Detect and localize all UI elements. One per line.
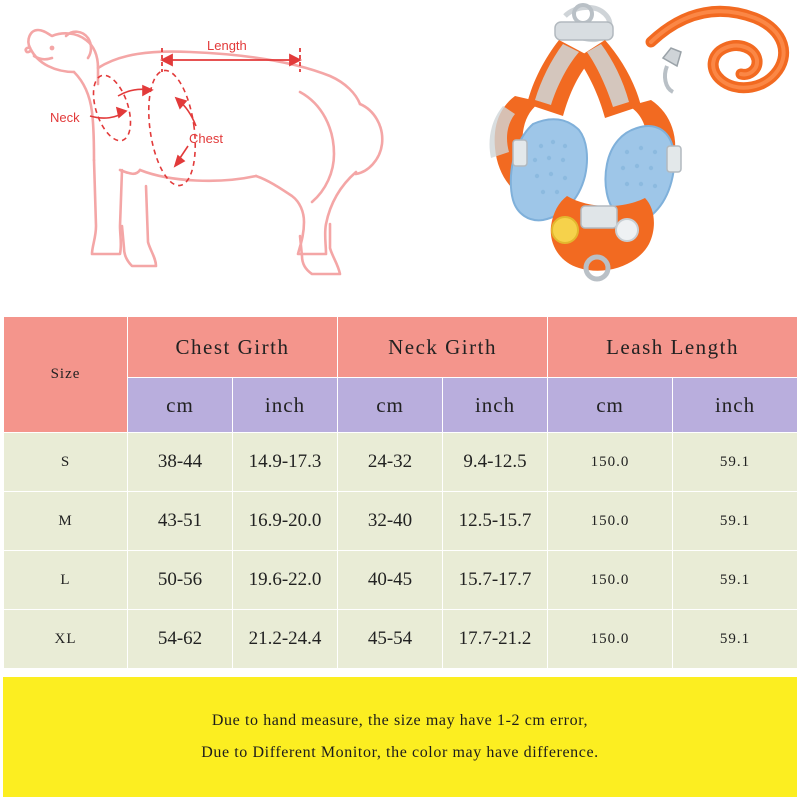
table-header-row [4, 317, 798, 378]
row-chest-cm: 38-44 [128, 433, 233, 492]
row-chest-inch: 19.6-22.0 [233, 551, 338, 610]
row-neck-cm: 24-32 [338, 433, 443, 492]
row-leash-inch: 59.1 [673, 492, 798, 551]
row-size: XL [4, 610, 128, 669]
row-neck-inch: 9.4-12.5 [443, 433, 548, 492]
row-leash-inch: 59.1 [673, 551, 798, 610]
row-leash-inch: 59.1 [673, 610, 798, 669]
size-table-wrapper [3, 316, 797, 669]
row-chest-inch: 16.9-20.0 [233, 492, 338, 551]
length-label: Length [207, 38, 247, 53]
row-size: M [4, 492, 128, 551]
row-neck-inch: 12.5-15.7 [443, 492, 548, 551]
disclaimer-line-1: Due to hand measure, the size may have 1-2 cm error, [211, 712, 589, 729]
table-row [4, 433, 798, 492]
header-neck-girth: Neck Girth [338, 317, 548, 378]
row-size: L [4, 551, 128, 610]
unit-neck-inch: inch [443, 378, 548, 433]
header-leash-length: Leash Length [548, 317, 798, 378]
row-leash-cm: 150.0 [548, 551, 673, 610]
chest-label: Chest [189, 131, 223, 146]
illustration-area [0, 0, 800, 312]
table-row [4, 492, 798, 551]
neck-label: Neck [50, 110, 80, 125]
disclaimer-banner [3, 677, 797, 797]
row-chest-inch: 21.2-24.4 [233, 610, 338, 669]
row-chest-cm: 50-56 [128, 551, 233, 610]
row-leash-cm: 150.0 [548, 433, 673, 492]
header-chest-girth: Chest Girth [128, 317, 338, 378]
orange-leash-photo [651, 11, 784, 92]
row-chest-inch: 14.9-17.3 [233, 433, 338, 492]
row-leash-cm: 150.0 [548, 492, 673, 551]
row-chest-cm: 43-51 [128, 492, 233, 551]
row-neck-cm: 40-45 [338, 551, 443, 610]
unit-neck-cm: cm [338, 378, 443, 433]
unit-chest-inch: inch [233, 378, 338, 433]
table-row [4, 610, 798, 669]
unit-leash-cm: cm [548, 378, 673, 433]
row-neck-cm: 32-40 [338, 492, 443, 551]
unit-leash-inch: inch [673, 378, 798, 433]
row-size: S [4, 433, 128, 492]
row-neck-inch: 15.7-17.7 [443, 551, 548, 610]
row-neck-cm: 45-54 [338, 610, 443, 669]
row-leash-inch: 59.1 [673, 433, 798, 492]
unit-chest-cm: cm [128, 378, 233, 433]
row-chest-cm: 54-62 [128, 610, 233, 669]
table-row [4, 551, 798, 610]
row-neck-inch: 17.7-21.2 [443, 610, 548, 669]
header-size: Size [4, 317, 128, 433]
row-leash-cm: 150.0 [548, 610, 673, 669]
orange-dog-harness-photo [455, 0, 800, 312]
dog-outline-icon [0, 0, 460, 312]
disclaimer-line-2: Due to Different Monitor, the color may have difference. [201, 744, 599, 761]
size-table [3, 316, 798, 669]
